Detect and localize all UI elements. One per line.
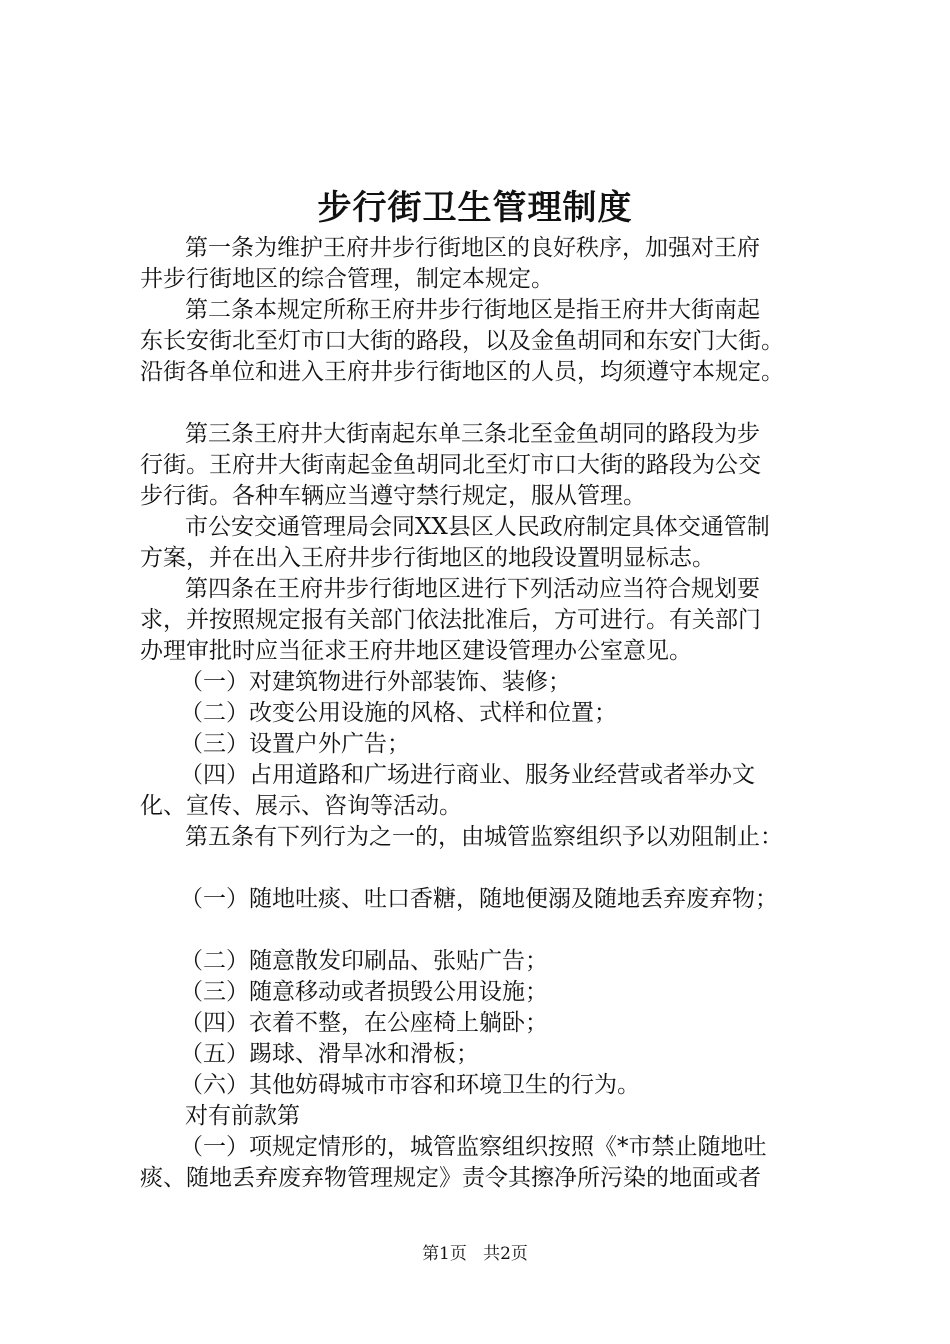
document-title: 步行街卫生管理制度	[317, 188, 633, 228]
article-5-line-1: 第五条有下列行为之一的，由城管监察组织予以劝阻制止：	[185, 824, 783, 850]
article-2-line-2: 东长安街北至灯市口大街的路段，以及金鱼胡同和东安门大街。	[140, 328, 784, 354]
article-4-line-2: 求，并按照规定报有关部门依法批准后，方可进行。有关部门	[140, 607, 761, 633]
article-5-item-1: （一）随地吐痰、吐口香糖，随地便溺及随地丢弃废弃物；	[180, 886, 778, 912]
article-4-line-3: 办理审批时应当征求王府井地区建设管理办公室意见。	[140, 638, 692, 664]
article-4-item-4-line-2: 化、宣传、展示、咨询等活动。	[140, 793, 462, 819]
article-3-line-1: 第三条王府井大街南起东单三条北至金鱼胡同的路段为步	[185, 421, 760, 447]
article-1-line-2: 井步行街地区的综合管理，制定本规定。	[140, 266, 554, 292]
paragraph-gap	[140, 853, 850, 884]
article-3-line-3: 步行街。各种车辆应当遵守禁行规定，服从管理。	[140, 483, 646, 509]
article-4-item-4-line-1: （四）占用道路和广场进行商业、服务业经营或者举办文	[180, 762, 755, 788]
article-5-item-4: （四）衣着不整，在公座椅上躺卧；	[180, 1010, 548, 1036]
article-2-line-1: 第二条本规定所称王府井步行街地区是指王府井大街南起	[185, 297, 760, 323]
page-total: 共2页	[483, 1244, 528, 1264]
article-4-item-1: （一）对建筑物进行外部装饰、装修；	[180, 669, 571, 695]
article-5-item-3: （三）随意移动或者损毁公用设施；	[180, 979, 548, 1005]
article-4-line-1: 第四条在王府井步行街地区进行下列活动应当符合规划要	[185, 576, 760, 602]
page-footer	[0, 1243, 950, 1265]
article-5-item-2: （二）随意散发印刷品、张贴广告；	[180, 948, 548, 974]
article-3-line-2: 行街。王府井大街南起金鱼胡同北至灯市口大街的路段为公交	[140, 452, 761, 478]
paragraph-gap	[140, 388, 850, 419]
article-1-line-1: 第一条为维护王府井步行街地区的良好秩序，加强对王府	[185, 235, 760, 261]
penalty-paragraph-intro: 对有前款第	[185, 1103, 300, 1129]
traffic-paragraph-line-1: 市公安交通管理局会同XX县区人民政府制定具体交通管制	[185, 514, 770, 540]
page-separator	[472, 1244, 477, 1264]
penalty-paragraph-line-2: 痰、随地丢弃废弃物管理规定》责令其擦净所污染的地面或者	[140, 1165, 761, 1191]
paragraph-gap	[140, 915, 850, 946]
document-body	[140, 233, 850, 1194]
article-4-item-3: （三）设置户外广告；	[180, 731, 410, 757]
article-5-item-5: （五）踢球、滑旱冰和滑板；	[180, 1041, 479, 1067]
page-number: 第1页	[422, 1244, 467, 1264]
penalty-paragraph-line-1: （一）项规定情形的，城管监察组织按照《*市禁止随地吐	[180, 1134, 767, 1160]
article-5-item-6: （六）其他妨碍城市市容和环境卫生的行为。	[180, 1072, 640, 1098]
article-2-line-3: 沿街各单位和进入王府井步行街地区的人员，均须遵守本规定。	[140, 359, 784, 385]
article-4-item-2: （二）改变公用设施的风格、式样和位置；	[180, 700, 617, 726]
traffic-paragraph-line-2: 方案，并在出入王府井步行街地区的地段设置明显标志。	[140, 545, 715, 571]
